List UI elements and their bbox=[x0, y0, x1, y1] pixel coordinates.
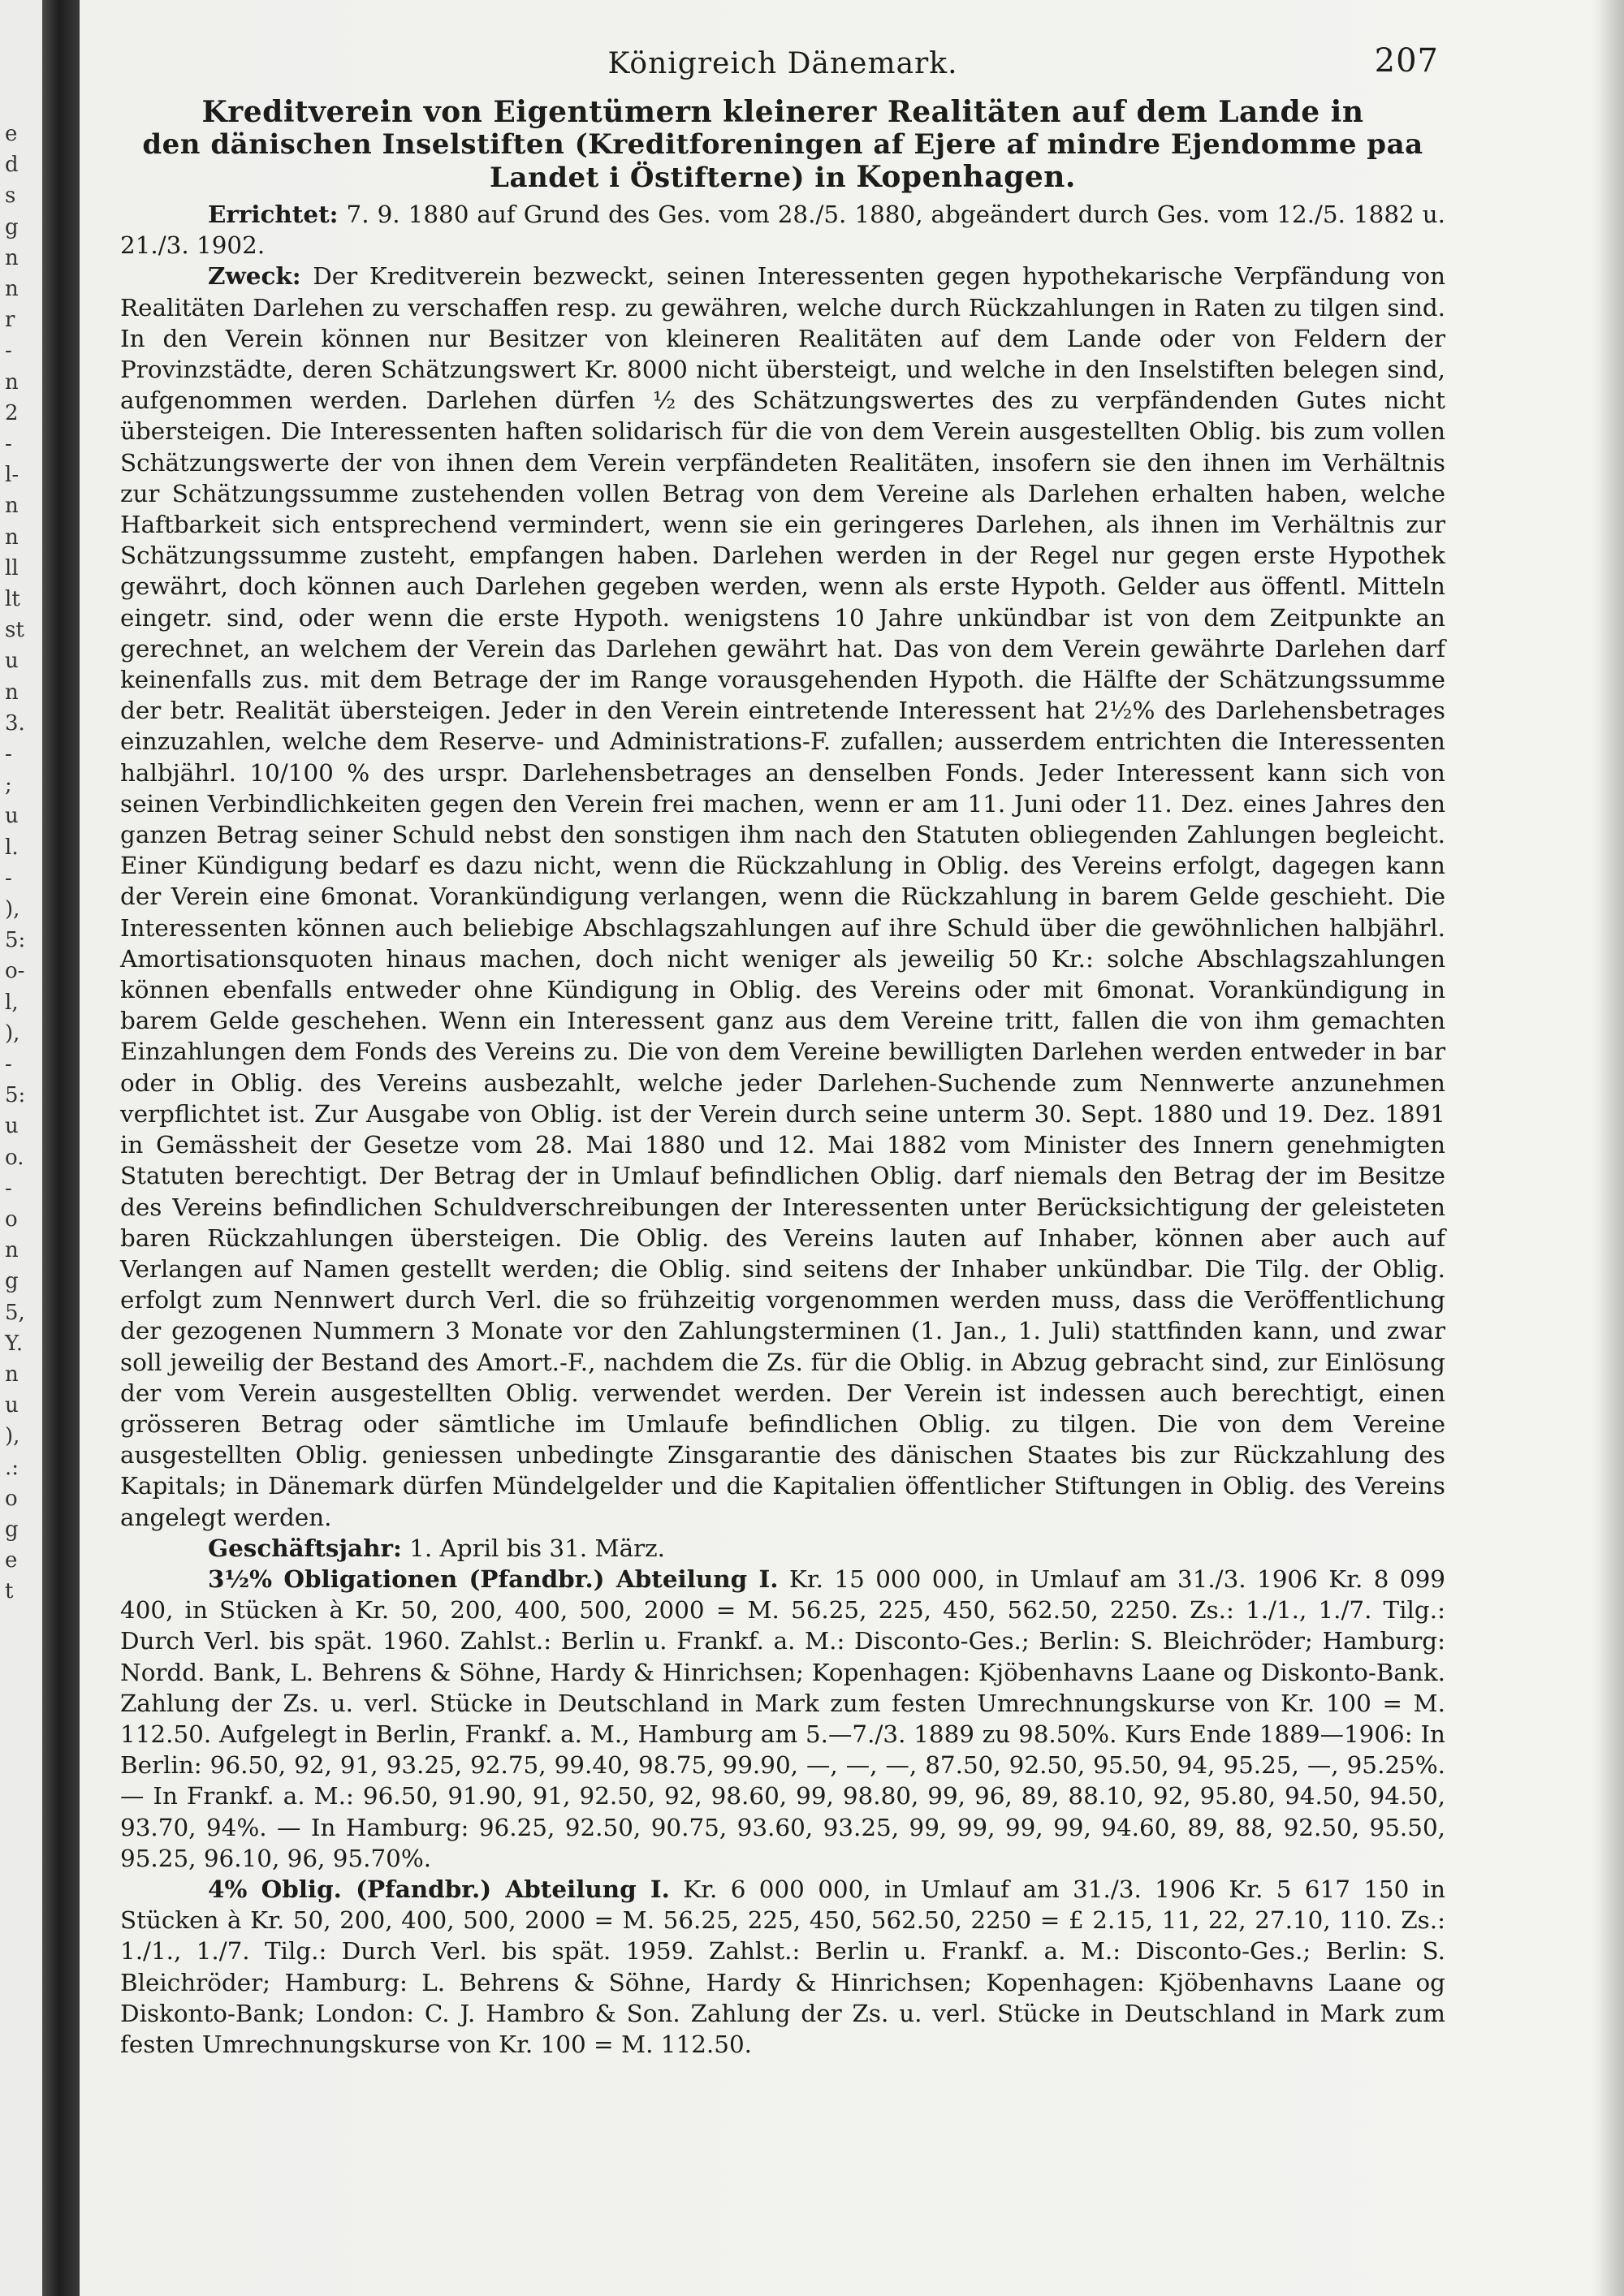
paragraph-zweck bbox=[120, 261, 1445, 1532]
previous-page-fragment: n bbox=[5, 680, 19, 705]
page-number: 207 bbox=[1374, 42, 1439, 80]
previous-page-fragment: l- bbox=[5, 463, 19, 488]
previous-page-fragment: e bbox=[5, 1548, 18, 1573]
previous-page-fragment: 3. bbox=[5, 710, 25, 736]
heading-city: Kopenhagen. bbox=[856, 160, 1076, 194]
previous-page-fragment: d bbox=[5, 153, 19, 178]
heading-line-3 bbox=[120, 161, 1445, 194]
previous-page-fragment: ; bbox=[5, 773, 12, 798]
previous-page-fragment: ), bbox=[5, 1424, 20, 1449]
text-zweck: Der Kreditverein bezweckt, seinen Interessenten gegen hypothekarische Verpfändung von Realitäten Darlehen zu verschaffen resp. zu gewähren, welche durch Rückzahlungen in Raten zu tilgen sind. In den Verein können nur Besitzer von kleineren Realitäten auf dem Lande oder von Feldern der Provinzstädte, deren Schätzungswert Kr. 8000 nicht übersteigt, und welche in den Inselstiften belegen sind, aufgenommen werden. Darlehen dürfen ½ des Schätzungswertes des zu verpfändenden Gutes nicht übersteigen. Die Interessenten haften solidarisch für die von dem Verein ausgestellten Oblig. bis zum vollen Schätzungswerte der von ihnen dem Verein verpfändeten Realitäten, insofern sie den ihnen im Verhältnis zur Schätzungssumme zustehenden vollen Betrag von dem Vereine als Darlehen erhalten haben, welche Haftbarkeit sich entsprechend vermindert, wenn sie ein geringeres Darlehen, als ihnen im Verhältnis zur Schätzungssumme zusteht, empfangen haben. Darlehen werden in der Regel nur gegen erste Hypothek gewährt, doch können auch Darlehen gegeben werden, wenn als erste Hypoth. Gelder aus öffentl. Mitteln eingetr. sind, oder wenn die erste Hypoth. wenigstens 10 Jahre unkündbar ist von dem Zeitpunkte an gerechnet, an welchem der Verein das Darlehen gewährt hat. Das von dem Verein gewährte Darlehen darf keinenfalls zus. mit dem Betrage der im Range vorausgehenden Hypoth. die Hälfte der Schätzungssumme der betr. Realität übersteigen. Jeder in den Verein eintretende Interessent hat 2½% des Darlehensbetrages einzuzahlen, welche dem Reserve- und Administrations-F. zufallen; ausserdem entrichten die Interessenten halbjährl. 10/100 % des urspr. Darlehensbetrages an denselben Fonds. Jeder Interessent kann sich von seinen Verbindlichkeiten gegen den Verein frei machen, wenn er am 11. Juni oder 11. Dez. eines Jahres den ganzen Betrag seiner Schuld nebst den sonstigen ihm nach den Statuten obliegenden Zahlungen begleicht. Einer Kündigung bedarf es dazu nicht, wenn die Rückzahlung in Oblig. des Vereins erfolgt, dagegen kann der Verein eine 6monat. Vorankündigung verlangen, wenn die Rückzahlung in barem Gelde geschieht. Die Interessenten können auch beliebige Abschlagszahlungen auf ihre Schuld über die gewöhnlichen halbjährl. Amortisationsquoten hinaus machen, doch nicht weniger als jeweilig 50 Kr.: solche Abschlagszahlungen können ebenfalls entweder ohne Kündigung in Oblig. des Vereins oder mit 6monat. Vorankündigung in barem Gelde geschehen. Wenn ein Interessent ganz aus dem Vereine tritt, fallen die von ihm gemachten Einzahlungen dem Fonds des Vereins zu. Die von dem Vereine bewilligten Darlehen werden entweder in bar oder in Oblig. des Vereins ausbezahlt, welche jeder Darlehen-Suchende zum Nennwerte anzunehmen verpflichtet ist. Zur Ausgabe von Oblig. ist der Verein durch seine unterm 30. Sept. 1880 und 19. Dez. 1891 in Gemässheit der Gesetze vom 28. Mai 1880 und 12. Mai 1882 vom Minister des Innern genehmigten Statuten berechtigt. Der Betrag der in Umlauf befindlichen Oblig. darf niemals den Betrag der im Besitze des Vereins befindlichen Schuldverschreibungen der Interessenten unter Berücksichtigung der geleisteten baren Rückzahlungen übersteigen. Die Oblig. des Vereins lauten auf Inhaber, können aber auch auf Verlangen auf Namen gestellt werden; die Oblig. sind seitens der Inhaber unkündbar. Die Tilg. der Oblig. erfolgt zum Nennwert durch Verl. die so frühzeitig vorgenommen werden muss, dass die Veröffentlichung der gezogenen Nummern 3 Monate vor den Zahlungsterminen (1. Jan., 1. Juli) stattfinden kann, und zwar soll jeweilig der Bestand des Amort.-F., nachdem die Zs. für die Oblig. in Abzug gebracht sind, zur Einlösung der vom Verein ausgestellten Oblig. verwendet werden. Der Verein ist indessen auch berechtigt, einen grösseren Betrag oder sämtliche im Umlaufe befindlichen Oblig. zu tilgen. Die von dem Vereine ausgestellten Oblig. geniessen unbedingte Zinsgarantie des dänischen Staates bis zur Rückzahlung des Kapitals; in Dänemark dürfen Mündelgelder und die Kapitalien öffentlicher Stiftungen in Oblig. des Vereins angelegt werden. bbox=[120, 262, 1446, 1531]
previous-page-fragment: l, bbox=[5, 990, 19, 1015]
text-errichtet: 7. 9. 1880 auf Grund des Ges. vom 28./5. 1880, abgeändert durch Ges. vom 12./5. 1882 u. 21./3. 1902. bbox=[120, 201, 1446, 260]
book-gutter bbox=[42, 0, 80, 2296]
previous-page-fragment: r bbox=[5, 308, 15, 333]
previous-page-fragment: 5: bbox=[5, 1083, 26, 1108]
entry-heading bbox=[120, 96, 1445, 194]
label-obligationen-4: 4% Oblig. (Pfandbr.) Abteilung I. bbox=[208, 1874, 670, 1903]
previous-page-fragment: n bbox=[5, 494, 19, 519]
text-geschaeftsjahr: 1. April bis 31. März. bbox=[409, 1534, 665, 1562]
heading-line-1: Kreditverein von Eigentümern kleinerer Realitäten auf dem Lande in bbox=[201, 95, 1364, 129]
previous-page-fragment: u bbox=[5, 649, 19, 674]
previous-page-fragment: g bbox=[5, 214, 19, 240]
previous-page-fragment: t bbox=[5, 1579, 14, 1604]
previous-page-fragment: 2 bbox=[5, 400, 19, 425]
previous-page-fragment: g bbox=[5, 1517, 19, 1542]
entry-body bbox=[120, 199, 1445, 2060]
previous-page-fragment: l. bbox=[5, 835, 19, 860]
previous-page-fragment: o. bbox=[5, 1145, 24, 1170]
previous-page-fragment: o bbox=[5, 1486, 18, 1511]
previous-page-fragment: - bbox=[5, 339, 12, 364]
previous-page-fragment: ), bbox=[5, 897, 20, 921]
previous-page-fragment: ), bbox=[5, 1021, 20, 1046]
paragraph-geschaeftsjahr bbox=[120, 1533, 1445, 1564]
text-obligationen-3-5: Kr. 15 000 000, in Umlauf am 31./3. 1906 Kr. 8 099 400, in Stücken à Kr. 50, 200, 400, 500, 2000 = M. 56.25, 225, 450, 562.50, 2250. Zs.: 1./1., 1./7. Tilg.: Durch Verl. bis spät. 1960. Zahlst.: Berlin u. Frankf. a. M.: Disconto-Ges.; Berlin: S. Bleichröder; Hamburg: Nordd. Bank, L. Behrens & Söhne, Hardy & Hinrichsen; Kopenhagen: Kjöbenhavns Laane og Diskonto-Bank. Zahlung der Zs. u. verl. Stücke in Deutschland in Mark zum festen Umrechnungskurse von Kr. 100 = M. 112.50. Aufgelegt in Berlin, Frankf. a. M., Hamburg am 5.—7./3. 1889 zu 98.50%. Kurs Ende 1889—1906: In Berlin: 96.50, 92, 91, 93.25, 92.75, 99.40, 98.75, 99.90, —, —, —, 87.50, 92.50, 95.50, 94, 95.25, —, 95.25%. — In Frankf. a. M.: 96.50, 91.90, 91, 92.50, 92, 98.60, 99, 98.80, 99, 96, 89, 88.10, 92, 95.80, 94.50, 94.50, 93.70, 94%. — In Hamburg: 96.25, 92.50, 90.75, 93.60, 93.25, 99, 99, 99, 99, 94.60, 89, 88, 92.50, 95.50, 95.25, 96.10, 96, 95.70%. bbox=[120, 1564, 1445, 1872]
running-head-title: Königreich Dänemark. bbox=[607, 47, 958, 80]
previous-page-fragment: u bbox=[5, 804, 19, 829]
label-zweck: Zweck: bbox=[208, 261, 301, 291]
previous-page-fragment: st bbox=[5, 618, 24, 643]
paragraph-errichtet bbox=[120, 199, 1445, 261]
document-page bbox=[120, 42, 1445, 2267]
previous-page-edge bbox=[0, 0, 42, 2296]
previous-page-fragment: ll bbox=[5, 555, 19, 580]
text-obligationen-4: Kr. 6 000 000, in Umlauf am 31./3. 1906 Kr. 5 617 150 in Stücken à Kr. 50, 200, 400, 500, 2000 = M. 56.25, 225, 450, 562.50, 2250 = £ 2.15, 11, 22, 27.10, 110. Zs.: 1./1., 1./7. Tilg.: Durch Verl. bis spät. 1959. Zahlst.: Berlin u. Frankf. a. M.: Disconto-Ges.; Berlin: S. Bleichröder; Hamburg: L. Behrens & Söhne, Hardy & Hinrichsen; Kopenhagen: Kjöbenhavns Laane og Diskonto-Bank; London: C. J. Hambro & Son. Zahlung der Zs. u. verl. Stücke in Deutschland in Mark zum festen Umrechnungskurse von Kr. 100 = M. 112.50. bbox=[120, 1875, 1446, 2058]
page-right-edge bbox=[1601, 0, 1624, 2296]
previous-page-fragment: n bbox=[5, 245, 19, 270]
previous-page-fragment: - bbox=[5, 1176, 12, 1201]
previous-page-fragment: lt bbox=[5, 587, 20, 611]
previous-page-fragment: Y. bbox=[5, 1331, 24, 1356]
previous-page-fragment: - bbox=[5, 742, 12, 766]
previous-page-fragment: e bbox=[5, 122, 18, 146]
previous-page-fragment: .: bbox=[5, 1455, 19, 1480]
previous-page-fragment: n bbox=[5, 369, 19, 395]
paragraph-obligationen-4 bbox=[120, 1874, 1445, 2060]
heading-line-2: den dänischen Inselstiften (Kreditforeningen af Ejere af mindre Ejendomme paa bbox=[142, 128, 1423, 161]
label-obligationen-3-5: 3½% Obligationen (Pfandbr.) Abteilung I. bbox=[208, 1564, 779, 1593]
heading-line-3-text: Landet i Östifterne) in bbox=[490, 162, 857, 194]
previous-page-fragment: n bbox=[5, 1238, 19, 1263]
previous-page-fragment: o bbox=[5, 1207, 18, 1232]
previous-page-fragment: n bbox=[5, 524, 19, 550]
running-head bbox=[120, 42, 1445, 88]
previous-page-fragment: n bbox=[5, 277, 19, 301]
previous-page-fragment: - bbox=[5, 1052, 12, 1077]
label-errichtet: Errichtet: bbox=[208, 200, 339, 228]
previous-page-fragment: 5: bbox=[5, 928, 26, 953]
previous-page-fragment: g bbox=[5, 1269, 19, 1294]
label-geschaeftsjahr: Geschäftsjahr: bbox=[208, 1533, 402, 1562]
previous-page-fragment: u bbox=[5, 1393, 19, 1418]
previous-page-fragment: s bbox=[5, 183, 16, 209]
previous-page-fragment: - bbox=[5, 865, 12, 891]
paragraph-obligationen-3-5 bbox=[120, 1564, 1445, 1874]
previous-page-fragment: 5, bbox=[5, 1300, 25, 1325]
previous-page-fragment: u bbox=[5, 1114, 19, 1139]
previous-page-fragment: - bbox=[5, 432, 12, 456]
previous-page-fragment: o- bbox=[5, 959, 25, 984]
previous-page-fragment: n bbox=[5, 1362, 19, 1387]
